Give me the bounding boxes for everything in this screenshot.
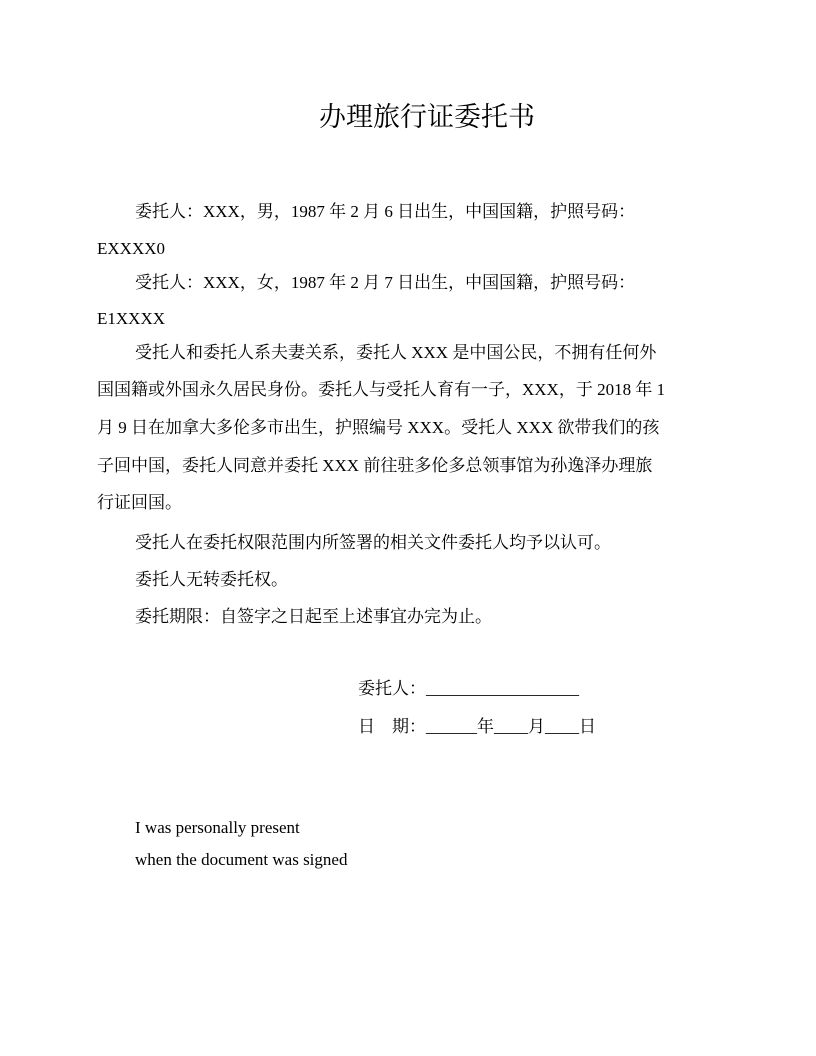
body-line: 子回中国，委托人同意并委托 XXX 前往驻多伦多总领事馆为孙逸泽办理旅	[97, 456, 653, 475]
authority-clause: 受托人在委托权限范围内所签署的相关文件委托人均予以认可。	[135, 533, 611, 552]
agent-info: 受托人：XXX，女，1987 年 2 月 7 日出生，中国国籍，护照号码：	[135, 273, 636, 292]
witness-note-line1: I was personally present	[135, 818, 300, 837]
body-line: 月 9 日在加拿大多伦多市出生，护照编号 XXX。受托人 XXX 欲带我们的孩	[97, 418, 660, 437]
body-line: 国国籍或外国永久居民身份。委托人与受托人育有一子，XXX，于 2018 年 1	[97, 380, 666, 399]
document-title: 办理旅行证委托书	[319, 102, 535, 132]
principal-info: 委托人：XXX，男，1987 年 2 月 6 日出生，中国国籍，护照号码：	[135, 202, 636, 221]
principal-signature-line: 委托人：__________________	[358, 679, 579, 698]
witness-note-line2: when the document was signed	[135, 850, 348, 869]
body-line: 受托人和委托人系夫妻关系，委托人 XXX 是中国公民，不拥有任何外	[135, 343, 657, 362]
agent-passport: E1XXXX	[97, 309, 165, 328]
body-line: 行证回国。	[97, 493, 182, 512]
no-subdelegation-clause: 委托人无转委托权。	[135, 570, 288, 589]
principal-passport: EXXXX0	[97, 239, 165, 258]
term-clause: 委托期限：自签字之日起至上述事宜办完为止。	[135, 607, 492, 626]
date-line: 日 期：______年____月____日	[358, 717, 596, 736]
